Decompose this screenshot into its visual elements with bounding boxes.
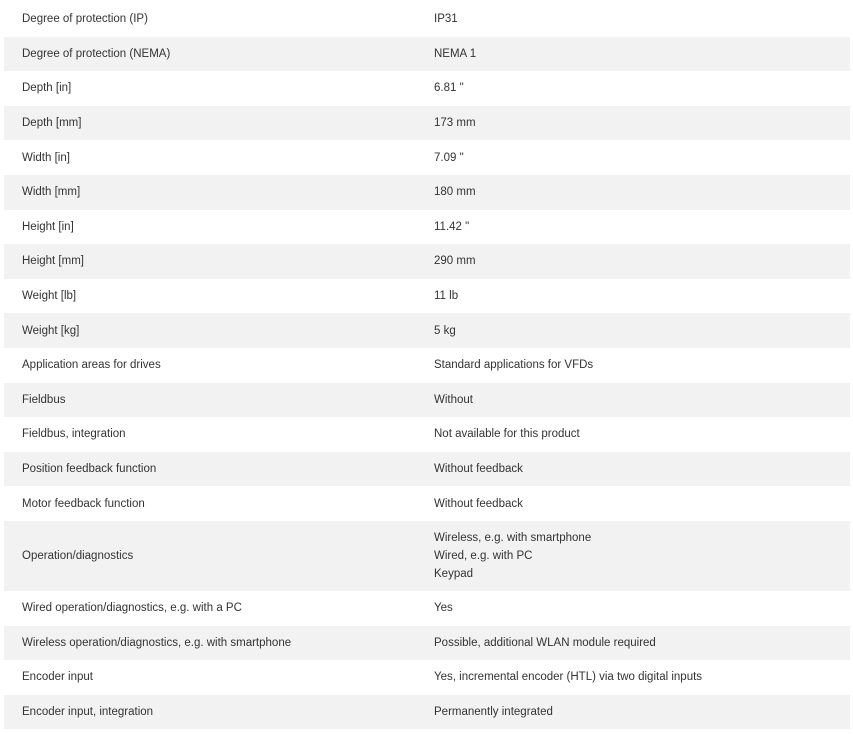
spec-value xyxy=(416,460,850,478)
spec-value xyxy=(416,287,850,305)
spec-value-line: NEMA 1 xyxy=(434,47,477,60)
spec-value-line: 290 mm xyxy=(434,255,476,268)
spec-row xyxy=(4,348,850,383)
spec-row xyxy=(4,210,850,245)
spec-value xyxy=(416,356,850,374)
spec-value xyxy=(416,114,850,132)
spec-row xyxy=(4,313,850,348)
spec-value xyxy=(416,425,850,443)
spec-value xyxy=(416,634,850,652)
spec-label: Fieldbus, integration xyxy=(22,428,126,441)
spec-label: Height [mm] xyxy=(22,255,84,268)
spec-value xyxy=(416,252,850,270)
spec-row xyxy=(4,486,850,521)
spec-row xyxy=(4,279,850,314)
spec-label: Degree of protection (NEMA) xyxy=(22,47,171,60)
spec-value xyxy=(416,529,850,583)
spec-value xyxy=(416,183,850,201)
spec-value xyxy=(416,10,850,28)
spec-value-line: Without feedback xyxy=(434,463,523,476)
spec-value-line: Wireless, e.g. with smartphone xyxy=(434,531,592,544)
spec-value xyxy=(416,218,850,236)
spec-value-line: 173 mm xyxy=(434,117,476,130)
spec-value xyxy=(416,45,850,63)
spec-row xyxy=(4,37,850,72)
spec-row xyxy=(4,175,850,210)
spec-value xyxy=(416,599,850,617)
spec-value-line: Keypad xyxy=(434,567,474,580)
spec-label: Application areas for drives xyxy=(22,359,161,372)
spec-value-line: Not available for this product xyxy=(434,428,580,441)
spec-value-line: 11 lb xyxy=(434,290,459,303)
spec-label: Degree of protection (IP) xyxy=(22,13,148,26)
spec-value-line: 7.09 " xyxy=(434,151,464,164)
spec-table xyxy=(4,2,850,729)
spec-value-line: 180 mm xyxy=(434,186,476,199)
spec-value xyxy=(416,322,850,340)
spec-label: Weight [lb] xyxy=(22,290,77,303)
spec-label: Operation/diagnostics xyxy=(22,549,134,562)
spec-label: Weight [kg] xyxy=(22,324,80,337)
spec-row xyxy=(4,521,850,591)
spec-value xyxy=(416,149,850,167)
spec-value xyxy=(416,495,850,513)
spec-value-line: Without feedback xyxy=(434,497,523,510)
spec-label: Wired operation/diagnostics, e.g. with a PC xyxy=(22,602,242,615)
spec-value-line: Wired, e.g. with PC xyxy=(434,549,533,562)
spec-value-line: 11.42 " xyxy=(434,220,470,233)
spec-value xyxy=(416,703,850,721)
spec-row xyxy=(4,2,850,37)
spec-value-line: Standard applications for VFDs xyxy=(434,359,594,372)
spec-label: Fieldbus xyxy=(22,393,66,406)
spec-value-line: Yes, incremental encoder (HTL) via two digital inputs xyxy=(434,671,703,684)
spec-label: Width [in] xyxy=(22,151,70,164)
spec-value-line: 5 kg xyxy=(434,324,456,337)
spec-value-line: 6.81 " xyxy=(434,82,464,95)
spec-label: Depth [in] xyxy=(22,82,72,95)
spec-row xyxy=(4,140,850,175)
spec-label: Height [in] xyxy=(22,220,74,233)
spec-value xyxy=(416,79,850,97)
spec-row xyxy=(4,626,850,661)
spec-row xyxy=(4,660,850,695)
spec-label: Position feedback function xyxy=(22,463,157,476)
spec-row xyxy=(4,106,850,141)
spec-label: Encoder input xyxy=(22,671,93,684)
spec-value xyxy=(416,668,850,686)
spec-label: Depth [mm] xyxy=(22,117,82,130)
spec-row xyxy=(4,417,850,452)
spec-row xyxy=(4,71,850,106)
spec-label: Wireless operation/diagnostics, e.g. with smartphone xyxy=(22,636,292,649)
spec-value-line: Permanently integrated xyxy=(434,705,553,718)
spec-row xyxy=(4,452,850,487)
spec-label: Encoder input, integration xyxy=(22,705,154,718)
spec-label: Width [mm] xyxy=(22,186,81,199)
spec-value-line: Yes xyxy=(434,602,453,615)
spec-row xyxy=(4,383,850,418)
spec-row xyxy=(4,244,850,279)
spec-label: Motor feedback function xyxy=(22,497,145,510)
spec-value-line: Without xyxy=(434,393,473,406)
spec-value-line: IP31 xyxy=(434,13,458,26)
spec-value-line: Possible, additional WLAN module required xyxy=(434,636,656,649)
spec-row xyxy=(4,591,850,626)
spec-value xyxy=(416,391,850,409)
spec-row xyxy=(4,695,850,730)
